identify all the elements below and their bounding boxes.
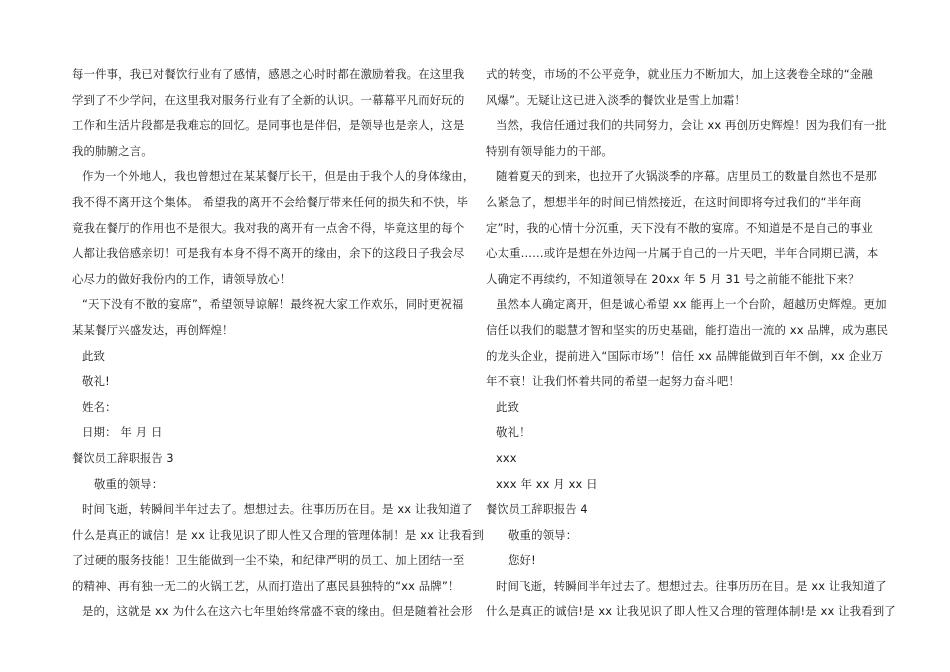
text-line: 我不得不离开这个集体。 希望我的离开不会给餐厅带来任何的损失和不快，毕 xyxy=(72,194,469,209)
text-line: 人确定不再续约，不知道领导在 20xx 年 5 月 31 号之前能不能批下来？ xyxy=(486,271,860,286)
text-line: 人都让我倍感亲切！可是我有本身不得不离开的缘由，余下的这段日子我会尽 xyxy=(72,246,465,261)
text-line: 此致 xyxy=(82,348,106,363)
text-line: 敬礼！ xyxy=(496,425,531,440)
text-line: 信任以我们的聪慧才智和坚实的历史基础，能打造出一流的 xx 品牌，成为惠民 xyxy=(486,322,889,337)
section-heading: 餐饮员工辞职报告 3 xyxy=(72,451,174,465)
text-line: 风爆”。无疑让这已进入淡季的餐饮业是雪上加霜！ xyxy=(486,92,746,107)
text-line: 此致 xyxy=(496,399,520,414)
text-line: 什么是真正的诚信!是 xx 让我见识了即人性又合理的管理体制!是 xx 让我看到了 xyxy=(486,604,896,619)
left-text-column xyxy=(72,62,484,625)
text-line: 我的肺腑之言。 xyxy=(72,143,153,158)
section-heading: 餐饮员工辞职报告 4 xyxy=(486,503,588,517)
text-line: 当然，我信任通过我们的共同努力，会让 xx 再创历史辉煌！因为我们有一批 xyxy=(496,118,887,133)
text-line: 姓名： xyxy=(82,399,117,414)
text-line: 敬重的领导： xyxy=(508,527,578,542)
text-line: 每一件事，我已对餐饮行业有了感情，感恩之心时时都在激励着我。在这里我 xyxy=(72,67,465,81)
text-line: xxx xyxy=(496,450,517,465)
text-line: 日期： 年 月 日 xyxy=(82,425,163,440)
text-line: 是的，这就是 xx 为什么在这六七年里始终常盛不衰的缘由。但是随着社会形 xyxy=(82,604,473,619)
text-line: xxx 年 xx 月 xx 日 xyxy=(496,476,598,491)
text-line: 时间飞逝，转瞬间半年过去了。想想过去。往事历历在目。是 xx 让我知道了 xyxy=(496,578,887,593)
text-line: 工作和生活片段都是我难忘的回忆。是同事也是伴侣，是领导也是亲人，这是 xyxy=(72,118,465,133)
text-line: 了过硬的服务技能！卫生能做到一尘不染，和纪律严明的员工、加上团结一至 xyxy=(72,553,465,568)
text-line: 年不衰！让我们怀着共同的希望一起努力奋斗吧！ xyxy=(486,374,740,389)
text-line: 的龙头企业，提前进入“国际市场”！信任 xx 品牌能做到百年不倒，xx 企业万 xyxy=(486,348,884,363)
text-line: 虽然本人确定离开，但是诚心希望 xx 能再上一个台阶，超越历史辉煌。更加 xyxy=(496,297,887,312)
text-line: 的精神、再有独一无二的火锅工艺，从而打造出了惠民县独特的“xx 品牌”！ xyxy=(72,578,460,593)
text-line: 竟我在餐厅的作用也不是很大。我对我的离开有一点舍不得，毕竟这里的每个 xyxy=(72,220,465,235)
text-line: 式的转变，市场的不公平竞争，就业压力不断加大，加上这袭卷全球的“金融 xyxy=(486,67,873,81)
text-line: 心太重……或许是想在外边闯一片属于自己的一片天吧，半年合同期已满，本 xyxy=(486,246,879,261)
text-line: “天下没有不散的宴席”，希望领导谅解！最终祝大家工作欢乐，同时更祝福 xyxy=(82,297,464,312)
text-line: 学到了不少学问，在这里我对服务行业有了全新的认识。一幕幕平凡而好玩的 xyxy=(72,92,465,107)
text-line: 什么是真正的诚信！是 xx 让我见识了即人性又合理的管理体制！是 xx 让我看到 xyxy=(72,527,484,542)
text-line: 么紧急了，想想半年的时间已悄然接近，在这时间即将夸过我们的“半年商 xyxy=(486,194,862,209)
right-text-column xyxy=(486,62,896,625)
text-line: 随着夏天的到来，也拉开了火锅淡季的序幕。店里员工的数量自然也不是那 xyxy=(496,169,877,184)
text-line: 敬重的领导： xyxy=(94,476,164,491)
text-line: 定”时，我的心情十分沉重，天下没有不散的宴席。不知道是不是自己的事业 xyxy=(486,220,873,235)
text-line: 时间飞逝，转瞬间半年过去了。想想过去。往事历历在目。是 xx 让我知道了 xyxy=(82,502,473,517)
text-line: 敬礼! xyxy=(82,374,110,389)
text-line: 特别有领导能力的干部。 xyxy=(486,143,613,158)
text-line: 您好! xyxy=(508,553,536,568)
text-line: 心尽力的做好我份内的工作，请领导放心！ xyxy=(72,271,292,286)
text-line: 作为一个外地人，我也曾想过在某某餐厅长干，但是由于我个人的身体缘由， xyxy=(82,169,475,184)
text-line: 某某餐厅兴盛发达，再创辉煌！ xyxy=(72,322,234,337)
